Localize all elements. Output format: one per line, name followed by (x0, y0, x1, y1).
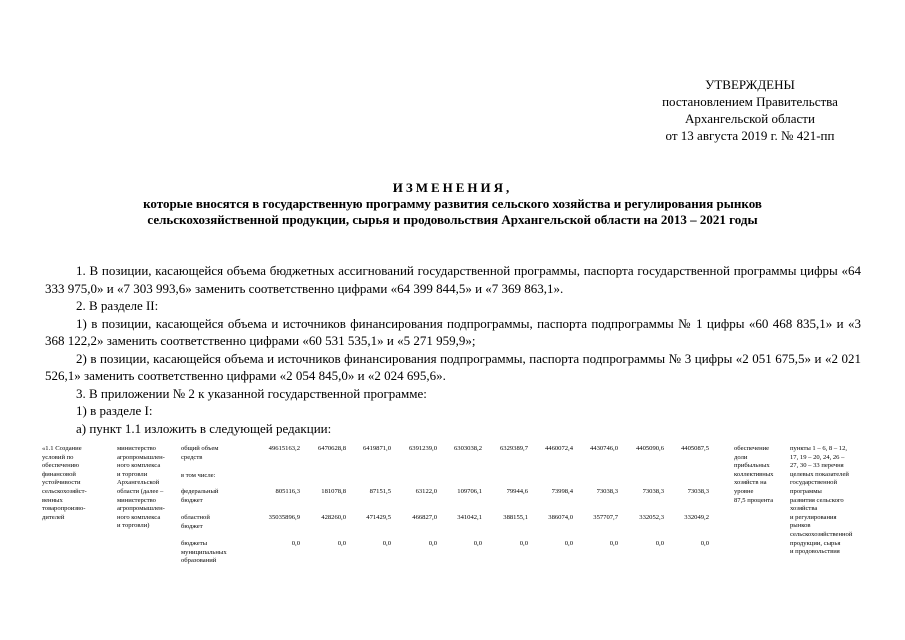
row-label-line: областной (181, 514, 210, 521)
table-cell-value: 6391239,0 (408, 445, 437, 452)
executor-line: ного комплекса (117, 462, 161, 470)
indicator-line: развития сельского (790, 496, 844, 504)
executor-line: агропромышлен- (117, 505, 165, 513)
indicator-line: программы (790, 488, 822, 495)
row-label-line: бюджет (181, 522, 203, 530)
row-label-line: образований (181, 557, 217, 565)
indicator-line: государственной (790, 479, 837, 487)
measure-name-line: обеспечению (42, 462, 80, 470)
table-cell-value: 466827,0 (412, 514, 437, 521)
indicator-line: продукции, сырья (790, 539, 841, 547)
indicator-line: и регулирования (790, 513, 837, 521)
paragraph: а) пункт 1.1 изложить в следующей редакции: (76, 420, 332, 436)
indicator-line: пункты 1 – 6, 8 – 12, (790, 445, 848, 452)
row-label-line: бюджеты (181, 540, 208, 547)
table-cell-value: 0,0 (564, 540, 573, 547)
indicator-line: хозяйства (790, 505, 818, 513)
indicator-line: и продовольствия (790, 548, 840, 556)
title-line-2: сельскохозяйственной продукции, сырья и продовольствия Архангельской области на 2013 – 2021 годы (147, 212, 758, 227)
table-cell-value: 0,0 (337, 540, 346, 547)
approval-line-1: УТВЕРЖДЕНЫ (705, 77, 795, 92)
row-label-line: муниципальных (181, 548, 227, 556)
paragraph: 2. В разделе II: (76, 298, 159, 313)
measure-name-line: «1.1 Создание (42, 445, 82, 452)
table-cell-value: 0,0 (428, 540, 437, 547)
result-line: коллективных (734, 470, 774, 478)
table-cell-value: 332049,2 (684, 514, 709, 521)
measure-name-line: товаропроизво- (42, 505, 86, 513)
measure-name-line: условий по (42, 453, 74, 461)
row-label-line: в том числе: (181, 472, 216, 479)
indicator-line: целевых показателей (790, 470, 849, 478)
table-cell-value: 386074,0 (548, 514, 573, 521)
approval-line-2: постановлением Правительства (662, 94, 838, 109)
table-cell-value: 109706,1 (457, 488, 482, 495)
table-cell-value: 6303038,2 (453, 445, 482, 452)
result-line: уровне (734, 488, 754, 495)
row-label-line: средств (181, 453, 203, 461)
table-cell-value: 0,0 (291, 540, 300, 547)
indicator-line: 27, 30 – 33 перечня (790, 462, 844, 470)
paragraph: 1) в позиции, касающейся объема и источников финансирования подпрограммы, паспорта подпрограммы № 1 цифры «60 468 835,1» и «3 368 122,2» заменить соответственно цифрами «60 531 535,1» и «5 271 959,9»; (45, 315, 861, 348)
approval-line-3: Архангельской области (685, 111, 815, 126)
table-cell-value: 73038,3 (642, 488, 664, 495)
table-cell-value: 4405087,5 (680, 445, 709, 452)
title-line-1: которые вносятся в государственную программу развития сельского хозяйства и регулирования рынков (143, 196, 762, 211)
result-line: доли (734, 453, 748, 461)
table-cell-value: 0,0 (382, 540, 391, 547)
paragraph: 1) в разделе I: (76, 403, 153, 418)
executor-line: и торговли) (117, 522, 150, 530)
title-heading: ИЗМЕНЕНИЯ, (392, 180, 513, 195)
table-cell-value: 6470628,8 (317, 445, 346, 452)
row-label-line: бюджет (181, 496, 203, 504)
table-cell-value: 0,0 (700, 540, 709, 547)
executor-line: агропромышлен- (117, 453, 165, 461)
approval-line-4: от 13 августа 2019 г. № 421-пп (665, 128, 835, 143)
paragraph: 2) в позиции, касающейся объема и источников финансирования подпрограммы, паспорта подпрограммы № 3 цифры «2 051 675,5» и «2 021 526,1» заменить соответственно цифрами «2 054 845,0» и «2 024 695,6». (45, 350, 861, 383)
executor-line: и торговли (117, 470, 148, 478)
indicator-line: сельскохозяйственной (790, 531, 853, 538)
indicator-line: рынков (790, 522, 811, 530)
result-line: обеспечение (734, 445, 770, 452)
measure-name-line: дителей (42, 513, 65, 521)
table-cell-value: 63122,0 (415, 488, 437, 495)
table-cell-value: 0,0 (473, 540, 482, 547)
measure-name-line: финансовой (42, 470, 76, 478)
table-cell-value: 73998,4 (551, 488, 573, 495)
table-cell-value: 73038,3 (687, 488, 709, 495)
table-cell-value: 0,0 (519, 540, 528, 547)
measure-name-line: сельскохозяйст- (42, 488, 87, 495)
table-cell-value: 4460072,4 (544, 445, 573, 452)
table-cell-value: 4405090,6 (635, 445, 664, 452)
paragraph: 3. В приложении № 2 к указанной государственной программе: (76, 385, 427, 401)
row-label-line: общий объем (181, 445, 219, 452)
table-cell-value: 181078,8 (321, 488, 346, 495)
table-cell-value: 805116,3 (275, 488, 300, 495)
table-cell-value: 4430746,0 (589, 445, 618, 452)
table-cell-value: 6419871,0 (362, 445, 391, 452)
table-cell-value: 87151,5 (369, 488, 391, 495)
table-cell-value: 471429,5 (366, 514, 391, 521)
table-cell-value: 6329389,7 (499, 445, 528, 452)
executor-line: Архангельской (117, 479, 160, 487)
table-cell-value: 79944,6 (506, 488, 528, 495)
result-line: прибыльных (734, 462, 770, 470)
result-line: 87,5 процента (734, 496, 774, 504)
indicator-line: 17, 19 – 20, 24, 26 – (790, 453, 845, 461)
table-cell-value: 332052,3 (639, 514, 664, 521)
executor-line: области (далее – (117, 488, 164, 495)
table-cell-value: 0,0 (655, 540, 664, 547)
measure-name-line: венных (42, 496, 63, 504)
table-cell-value: 341042,1 (457, 514, 482, 521)
executor-line: ного комплекса (117, 513, 161, 521)
result-line: хозяйств на (734, 479, 767, 487)
table-cell-value: 0,0 (609, 540, 618, 547)
table-cell-value: 357707,7 (593, 514, 618, 521)
row-label-line: федеральный (181, 488, 219, 495)
measure-name-line: устойчивости (42, 479, 81, 487)
table-cell-value: 49615163,2 (268, 445, 300, 452)
table-cell-value: 428260,0 (321, 514, 346, 521)
table-cell-value: 35035896,9 (268, 514, 300, 521)
paragraph: 1. В позиции, касающейся объема бюджетных ассигнований государственной программы, паспорта государственной программы цифры «64 333 975,0» и «7 303 993,6» заменить соответственно цифрами «64 399 844,5» и «7 369 863,1». (45, 263, 861, 296)
executor-line: министерство (117, 445, 156, 452)
executor-line: министерство (117, 496, 156, 504)
table-cell-value: 388155,1 (503, 514, 528, 521)
table-cell-value: 73038,3 (596, 488, 618, 495)
